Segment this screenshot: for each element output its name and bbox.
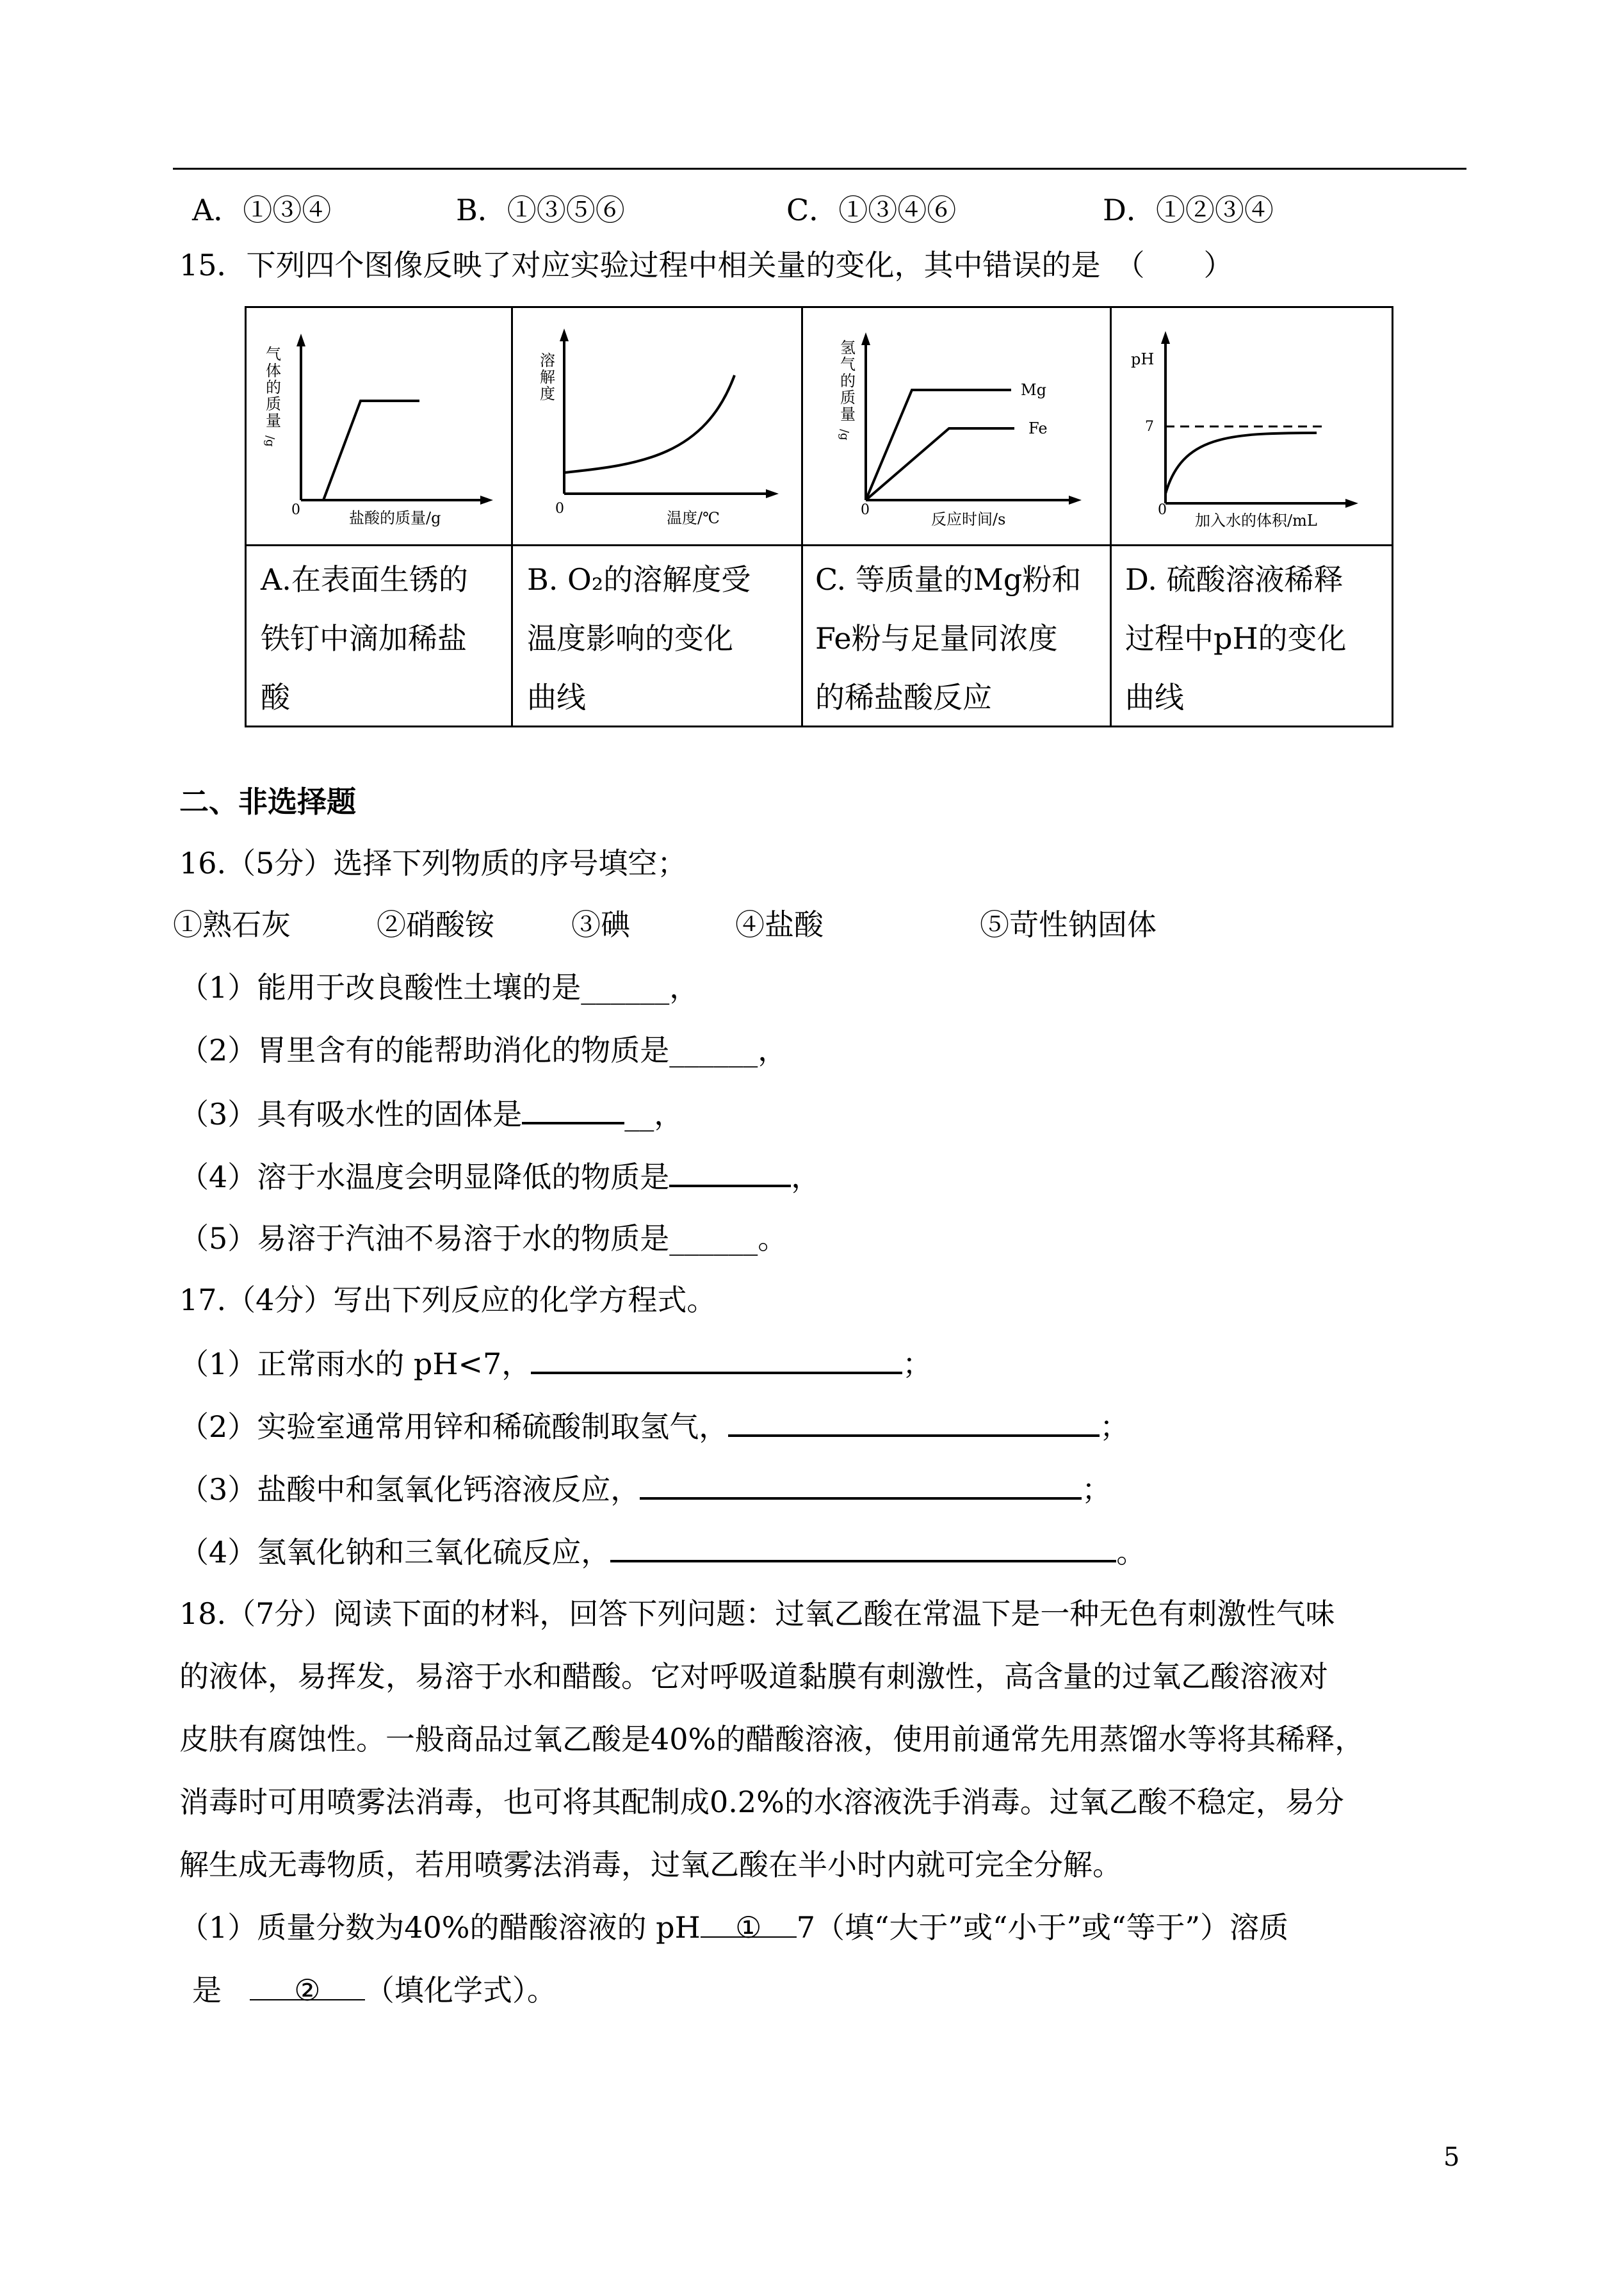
graph-a-ylabel-2: 的 bbox=[266, 378, 281, 396]
figure-table bbox=[245, 306, 1393, 727]
q17-sub-3-blank[interactable] bbox=[640, 1469, 1082, 1500]
q17-sub-1: （1）正常雨水的 pH<7， ； bbox=[179, 1343, 932, 1383]
q16-sub-2: （2）胃里含有的能帮助消化的物质是______， bbox=[179, 1033, 788, 1067]
option-a: A．①③④ bbox=[192, 193, 332, 227]
graph-c-origin: 0 bbox=[861, 502, 870, 518]
q16-sub-4: （4）溶于水温度会明显降低的物质是 ， bbox=[179, 1156, 820, 1196]
header-rule bbox=[173, 168, 1466, 170]
q16-sub-5: （5）易溶于汽油不易溶于水的物质是______。 bbox=[179, 1221, 788, 1256]
q18-line-5: 解生成无毒物质，若用喷雾法消毒，过氧乙酸在半小时内就可完全分解。 bbox=[179, 1847, 1122, 1882]
graph-b bbox=[513, 308, 801, 544]
section-2-title: 二、非选择题 bbox=[179, 784, 356, 819]
q18-line-4: 消毒时可用喷雾法消毒，也可将其配制成0.2%的水溶液洗手消毒。过氧乙酸不稳定，易分 bbox=[179, 1785, 1344, 1819]
graph-c-ylabel-3: 质 bbox=[840, 389, 856, 407]
option-c: C．①③④⑥ bbox=[786, 193, 957, 227]
graph-a-ylabel-3: 质 bbox=[266, 395, 281, 413]
q16-sub-1: （1）能用于改良酸性土壤的是______， bbox=[179, 970, 699, 1005]
q18-sub-1-blank-2[interactable]: ② bbox=[250, 1971, 365, 2000]
graph-d-xlabel: 加入水的体积/mL bbox=[1195, 512, 1317, 530]
graph-a-ylabel-4: 量 bbox=[266, 412, 281, 430]
graph-c-curve-mg bbox=[866, 390, 1011, 500]
graph-c-ylabel-2: 的 bbox=[840, 372, 856, 390]
option-b: B．①③⑤⑥ bbox=[456, 193, 625, 227]
caption-a: A.在表面生锈的 铁钉中滴加稀盐 酸 bbox=[261, 562, 468, 715]
graph-c bbox=[803, 308, 1110, 544]
q18-sub-1-line-2: 是 ② （填化学式）。 bbox=[192, 1971, 556, 2009]
q17-sub-4-blank[interactable] bbox=[610, 1532, 1116, 1562]
graph-d bbox=[1112, 308, 1393, 544]
caption-c: C. 等质量的Mg粉和 Fe粉与足量同浓度 的稀盐酸反应 bbox=[815, 562, 1082, 715]
graph-b-ylabel-0: 溶 bbox=[540, 352, 555, 369]
graph-a bbox=[247, 308, 511, 544]
q17-sub-4: （4）氢氧化钠和三氧化硫反应， 。 bbox=[179, 1532, 1146, 1571]
q16-item-1: ①熟石灰 bbox=[173, 907, 291, 942]
q18-line-1: 18.（7分）阅读下面的材料，回答下列问题：过氧乙酸在常温下是一种无色有刺激性气味 bbox=[179, 1596, 1335, 1631]
graph-b-xlabel: 温度/℃ bbox=[667, 509, 720, 527]
q16-item-4: ④盐酸 bbox=[735, 907, 824, 942]
q16-item-2: ②硝酸铵 bbox=[377, 907, 494, 942]
graph-c-curve-fe bbox=[866, 428, 1014, 500]
graph-d-curve bbox=[1165, 433, 1317, 494]
graph-a-ylabel-0: 气 bbox=[266, 345, 281, 363]
graph-c-ylabel-1: 气 bbox=[840, 355, 856, 373]
q16-item-3: ③碘 bbox=[571, 907, 630, 942]
q18-sub-1: （1）质量分数为40%的醋酸溶液的 pH ① 7（填“大于”或“小于”或“等于”）溶质 bbox=[179, 1908, 1288, 1947]
q17-sub-3: （3）盐酸中和氢氧化钙溶液反应， ； bbox=[179, 1469, 1111, 1509]
graph-c-xlabel: 反应时间/s bbox=[931, 510, 1006, 528]
question-16-stem: 16.（5分）选择下列物质的序号填空； bbox=[179, 846, 687, 880]
q17-sub-1-blank[interactable] bbox=[531, 1343, 902, 1374]
graph-d-origin: 0 bbox=[1158, 502, 1167, 518]
graph-a-xlabel: 盐酸的质量/g bbox=[349, 509, 441, 527]
option-d: D．①②③④ bbox=[1103, 193, 1274, 227]
page-number: 5 bbox=[1443, 2143, 1460, 2172]
caption-d: D. 硫酸溶液稀释 过程中pH的变化 曲线 bbox=[1125, 562, 1347, 715]
graph-c-ylabel-4: 量 bbox=[840, 405, 856, 423]
question-17-stem: 17.（4分）写出下列反应的化学方程式。 bbox=[179, 1283, 717, 1317]
graph-a-origin: 0 bbox=[291, 502, 300, 518]
graph-b-curve bbox=[564, 375, 735, 473]
graph-a-curve bbox=[323, 401, 419, 500]
q18-line-2: 的液体，易挥发，易溶于水和醋酸。它对呼吸道黏膜有刺激性，高含量的过氧乙酸溶液对 bbox=[179, 1659, 1328, 1694]
question-15-stem: 15．下列四个图像反映了对应实验过程中相关量的变化，其中错误的是 （ ） bbox=[179, 248, 1233, 282]
graph-a-ylabel-5: /g bbox=[263, 435, 277, 447]
q16-item-5: ⑤苛性钠固体 bbox=[980, 907, 1157, 942]
caption-b: B. O₂的溶解度受 温度影响的变化 曲线 bbox=[527, 562, 751, 715]
q16-sub-3-blank[interactable] bbox=[522, 1094, 624, 1124]
graph-c-series-mg: Mg bbox=[1021, 381, 1046, 399]
graph-c-ylabel-0: 氢 bbox=[840, 339, 856, 357]
graph-d-ylabel: pH bbox=[1131, 350, 1155, 368]
q16-sub-4-blank[interactable] bbox=[669, 1156, 791, 1187]
graph-c-ylabel-5: /g bbox=[838, 429, 851, 441]
graph-b-ylabel-2: 度 bbox=[540, 385, 555, 403]
q17-sub-2-blank[interactable] bbox=[728, 1406, 1100, 1437]
q18-sub-1-blank-1[interactable]: ① bbox=[701, 1908, 797, 1938]
graph-b-origin: 0 bbox=[555, 501, 564, 517]
graph-a-ylabel-1: 体 bbox=[266, 362, 281, 380]
q17-sub-2: （2）实验室通常用锌和稀硫酸制取氢气， ； bbox=[179, 1406, 1129, 1446]
q16-sub-3: （3）具有吸水性的固体是 __， bbox=[179, 1094, 683, 1133]
graph-b-ylabel-1: 解 bbox=[540, 368, 555, 386]
q18-line-3: 皮肤有腐蚀性。一般商品过氧乙酸是40%的醋酸溶液，使用前通常先用蒸馏水等将其稀释， bbox=[179, 1722, 1365, 1756]
graph-d-ytick-7: 7 bbox=[1145, 419, 1154, 435]
graph-c-series-fe: Fe bbox=[1028, 419, 1048, 437]
